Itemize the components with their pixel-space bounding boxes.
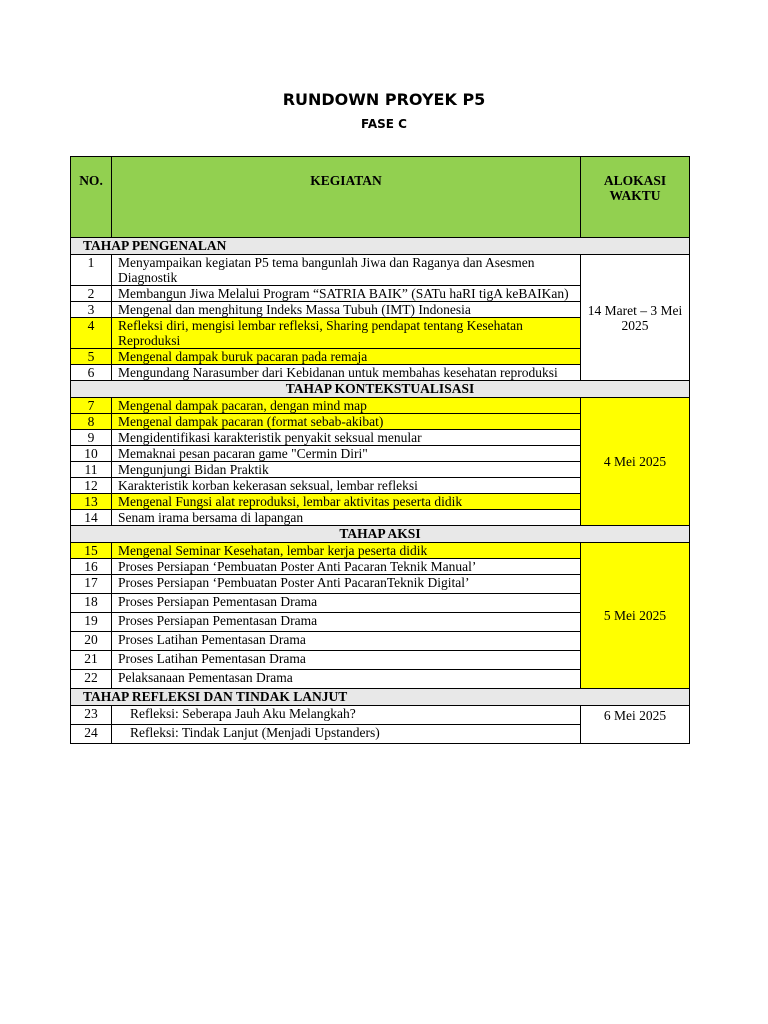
row-text: Mengundang Narasumber dari Kebidanan untuk membahas kesehatan reproduksi xyxy=(112,365,581,381)
section-aksi: TAHAP AKSI xyxy=(71,526,690,543)
row-no: 1 xyxy=(71,255,112,286)
row-text: Proses Persiapan Pementasan Drama xyxy=(112,594,581,613)
row-no: 17 xyxy=(71,575,112,594)
row-text: Mengidentifikasi karakteristik penyakit seksual menular xyxy=(112,430,581,446)
section-row xyxy=(71,689,690,706)
row-text: Pelaksanaan Pementasan Drama xyxy=(112,670,581,689)
row-no: 16 xyxy=(71,559,112,575)
time-cell: 5 Mei 2025 xyxy=(581,543,690,689)
row-no: 4 xyxy=(71,318,112,349)
row-no: 15 xyxy=(71,543,112,559)
row-text: Mengunjungi Bidan Praktik xyxy=(112,462,581,478)
row-no: 20 xyxy=(71,632,112,651)
row-text: Proses Latihan Pementasan Drama xyxy=(112,651,581,670)
row-no: 13 xyxy=(71,494,112,510)
row-text: Proses Persiapan ‘Pembuatan Poster Anti Pacaran Teknik Manual’ xyxy=(112,559,581,575)
row-text: Refleksi diri, mengisi lembar refleksi, Sharing pendapat tentang Kesehatan Reproduksi xyxy=(112,318,581,349)
row-text: Karakteristik korban kekerasan seksual, lembar refleksi xyxy=(112,478,581,494)
header-activity: KEGIATAN xyxy=(112,157,581,238)
row-no: 3 xyxy=(71,302,112,318)
row-no: 23 xyxy=(71,706,112,725)
section-pengenalan: TAHAP PENGENALAN xyxy=(71,238,690,255)
row-no: 24 xyxy=(71,725,112,744)
row-text: Proses Persiapan ‘Pembuatan Poster Anti PacaranTeknik Digital’ xyxy=(112,575,581,594)
row-no: 22 xyxy=(71,670,112,689)
table-header-row xyxy=(71,157,690,238)
row-text: Memaknai pesan pacaran game "Cermin Diri" xyxy=(112,446,581,462)
table-row xyxy=(71,543,690,559)
table-row xyxy=(71,255,690,286)
section-row xyxy=(71,238,690,255)
row-no: 6 xyxy=(71,365,112,381)
page-subtitle: FASE C xyxy=(361,117,407,131)
row-no: 11 xyxy=(71,462,112,478)
time-cell: 14 Maret – 3 Mei 2025 xyxy=(581,255,690,381)
section-row xyxy=(71,526,690,543)
row-text: Mengenal Seminar Kesehatan, lembar kerja peserta didik xyxy=(112,543,581,559)
row-text: Mengenal dampak pacaran, dengan mind map xyxy=(112,398,581,414)
time-cell: 6 Mei 2025 xyxy=(581,706,690,744)
row-text: Mengenal Fungsi alat reproduksi, lembar aktivitas peserta didik xyxy=(112,494,581,510)
row-text: Mengenal dampak buruk pacaran pada remaja xyxy=(112,349,581,365)
table-row xyxy=(71,706,690,725)
row-no: 2 xyxy=(71,286,112,302)
row-no: 12 xyxy=(71,478,112,494)
section-row xyxy=(71,381,690,398)
row-text: Refleksi: Seberapa Jauh Aku Melangkah? xyxy=(112,706,581,725)
header-time: ALOKASI WAKTU xyxy=(581,157,690,238)
time-cell: 4 Mei 2025 xyxy=(581,398,690,526)
page-title: RUNDOWN PROYEK P5 xyxy=(282,90,486,109)
row-text: Proses Latihan Pementasan Drama xyxy=(112,632,581,651)
row-no: 5 xyxy=(71,349,112,365)
table-row xyxy=(71,398,690,414)
header-no: NO. xyxy=(71,157,112,238)
row-no: 21 xyxy=(71,651,112,670)
row-text: Menyampaikan kegiatan P5 tema bangunlah Jiwa dan Raganya dan Asesmen Diagnostik xyxy=(112,255,581,286)
row-no: 8 xyxy=(71,414,112,430)
row-text: Proses Persiapan Pementasan Drama xyxy=(112,613,581,632)
row-text: Mengenal dampak pacaran (format sebab-akibat) xyxy=(112,414,581,430)
row-no: 10 xyxy=(71,446,112,462)
row-no: 19 xyxy=(71,613,112,632)
row-no: 9 xyxy=(71,430,112,446)
row-text: Membangun Jiwa Melalui Program “SATRIA BAIK” (SATu haRI tigA keBAIKan) xyxy=(112,286,581,302)
row-no: 18 xyxy=(71,594,112,613)
row-text: Senam irama bersama di lapangan xyxy=(112,510,581,526)
row-no: 7 xyxy=(71,398,112,414)
rundown-table xyxy=(70,156,690,744)
row-text: Refleksi: Tindak Lanjut (Menjadi Upstanders) xyxy=(112,725,581,744)
row-no: 14 xyxy=(71,510,112,526)
section-refleksi: TAHAP REFLEKSI DAN TINDAK LANJUT xyxy=(71,689,690,706)
section-kontekstualisasi: TAHAP KONTEKSTUALISASI xyxy=(71,381,690,398)
row-text: Mengenal dan menghitung Indeks Massa Tubuh (IMT) Indonesia xyxy=(112,302,581,318)
